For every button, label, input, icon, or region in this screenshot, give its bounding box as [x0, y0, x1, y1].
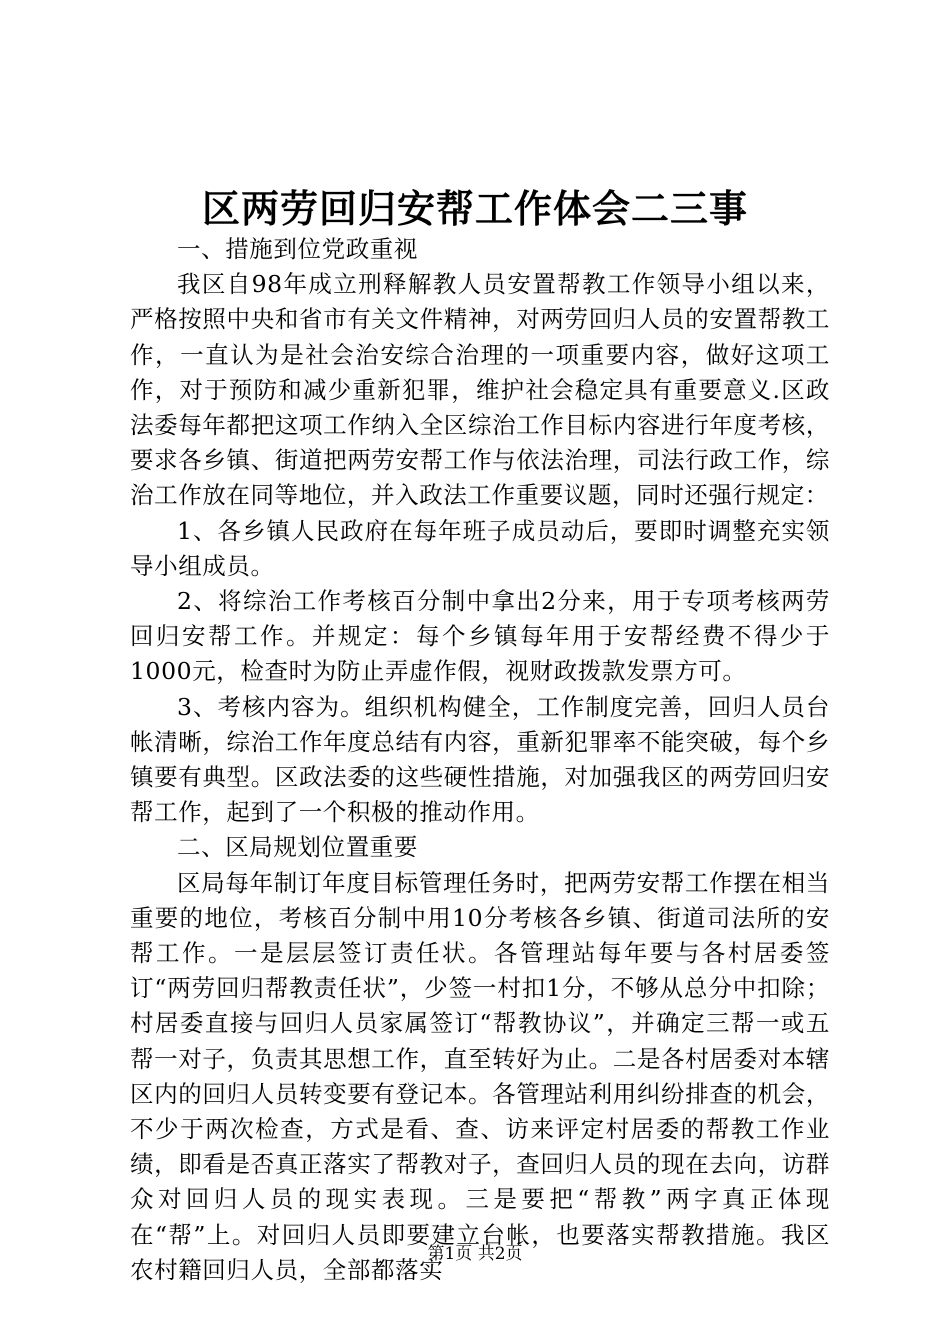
- list-item-1: 1、各乡镇人民政府在每年班子成员动后，要即时调整充实领导小组成员。: [130, 516, 830, 580]
- section-heading-1: 一、措施到位党政重视: [177, 235, 418, 263]
- list-item-2: 2、将综治工作考核百分制中拿出2分来，用于专项考核两劳回归安帮工作。并规定：每个乡镇每年用于安帮经费不得少于1000元，检查时为防止弄虚作假，视财政拨款发票方可。: [130, 587, 830, 686]
- page-footer: 第1页 共2页: [427, 1244, 523, 1264]
- section-heading-2: 二、区局规划位置重要: [177, 833, 418, 862]
- paragraph: 我区自98年成立刑释解教人员安置帮教工作领导小组以来，严格按照中央和省市有关文件精神，对两劳回归人员的安置帮教工作，一直认为是社会治安综合治理的一项重要内容，做好这项工作，对于预防和减少重新犯罪，维护社会稳定具有重要意义.区政法委每年都把这项工作纳入全区综治工作目标内容进行年度考核，要求各乡镇、街道把两劳安帮工作与依法治理，司法行政工作，综治工作放在同等地位，并入政法工作重要议题，同时还强行规定：: [130, 270, 830, 510]
- paragraph: 区局每年制订年度目标管理任务时，把两劳安帮工作摆在相当重要的地位，考核百分制中用10分考核各乡镇、街道司法所的安帮工作。一是层层签订责任状。各管理站每年要与各村居委签订“两劳回归帮教责任状”，少签一村扣1分，不够从总分中扣除；村居委直接与回归人员家属签订“帮教协议”，并确定三帮一或五帮一对子，负责其思想工作，直至转好为止。二是各村居委对本辖区内的回归人员转变要有登记本。各管理站利用纠纷排查的机会，不少于两次检查，方式是看、查、访来评定村居委的帮教工作业绩，即看是否真正落实了帮教对子，查回归人员的现在去向，访群众对回归人员的现实表现。三是要把“帮教”两字真正体现在“帮”上。对回归人员即要建立台帐，也要落实帮教措施。我区农村籍回归人员，全部都落实: [130, 868, 830, 1284]
- list-item-3: 3、考核内容为。组织机构健全，工作制度完善，回归人员台帐清晰，综治工作年度总结有内容，重新犯罪率不能突破，每个乡镇要有典型。区政法委的这些硬性措施，对加强我区的两劳回归安帮工作，起到了一个积极的推动作用。: [130, 692, 830, 827]
- document-body: [130, 232, 830, 1288]
- document-title: 区两劳回归安帮工作体会二三事: [201, 186, 748, 231]
